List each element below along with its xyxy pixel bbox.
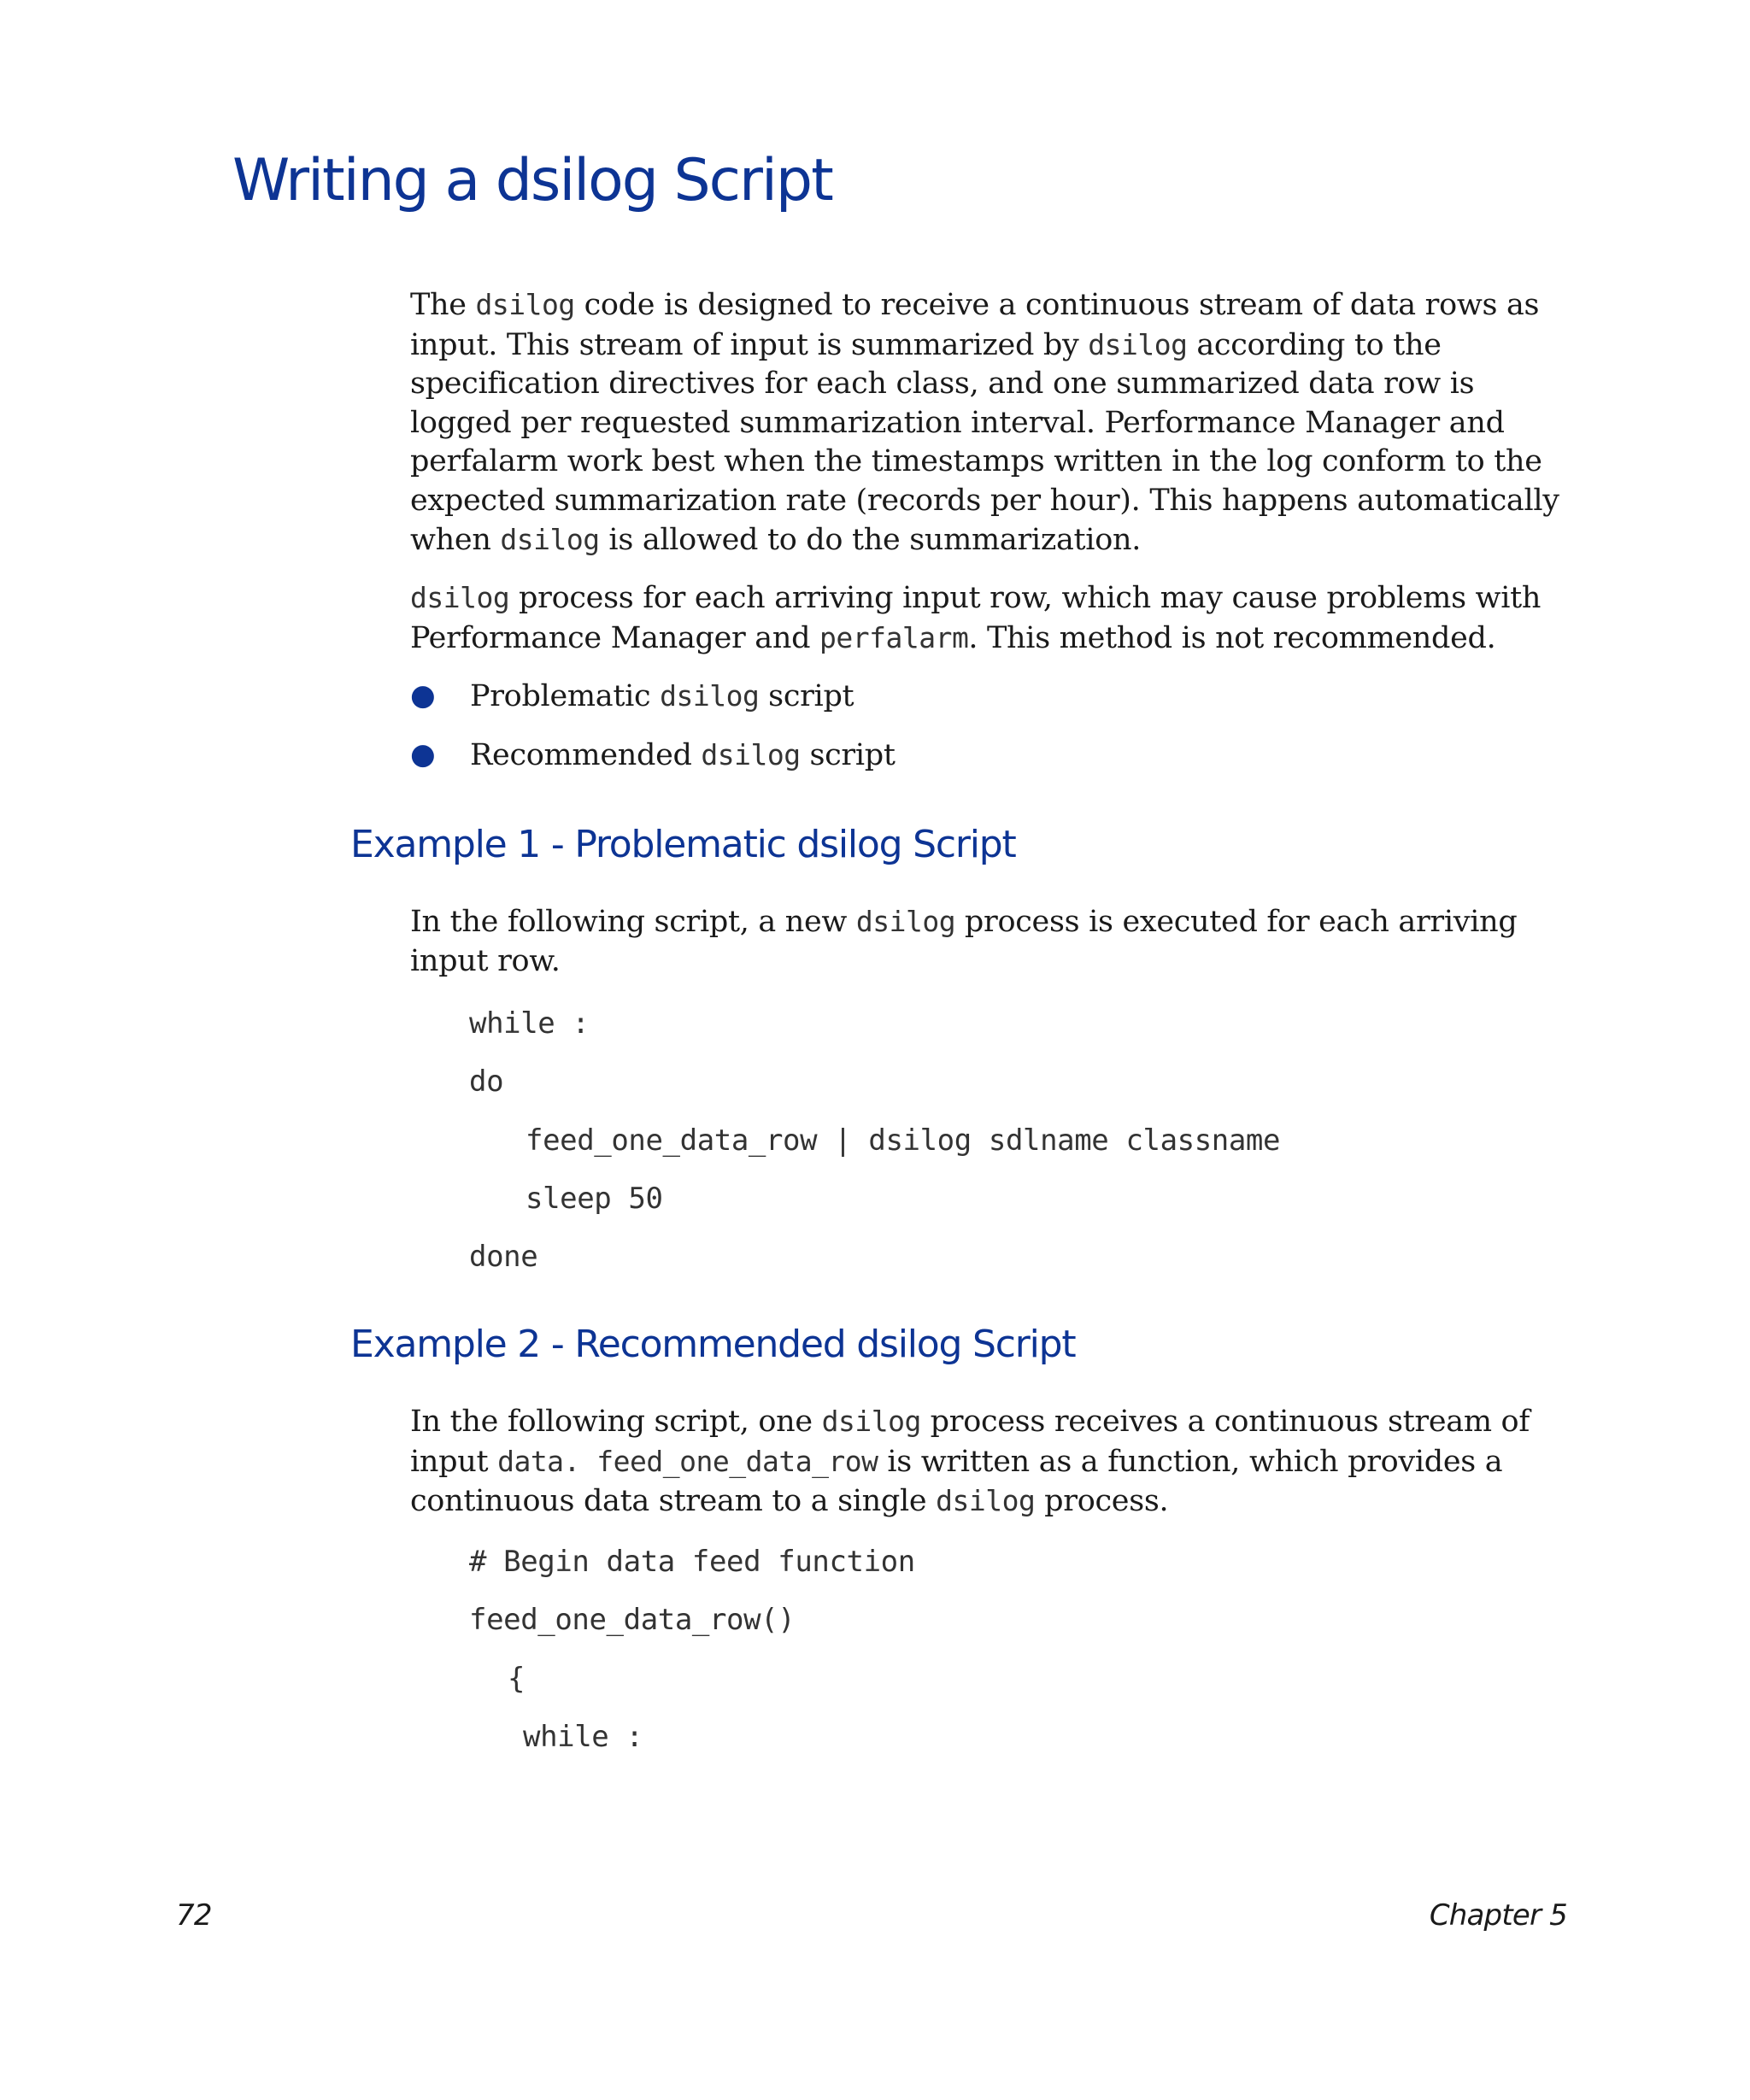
bullet-text: Problematic dsilog script — [470, 679, 854, 713]
page-title: Writing a dsilog Script — [232, 147, 832, 214]
inline-code: dsilog — [410, 581, 510, 614]
text-run: according to the specification directives for each class, and one summarized data row is logged per requested summarization interval. Performance Manager and perfalarm work best when the timestamps written in the log conform to the expected summarization rate (records per hour). This happens automatically when — [410, 327, 1559, 557]
intro-paragraph-2 — [410, 578, 1572, 658]
inline-code: dsilog — [821, 1405, 921, 1438]
code-line: # Begin data feed function — [469, 1545, 915, 1579]
text-run: is allowed to do the summarization. — [599, 523, 1142, 557]
inline-code: dsilog — [855, 905, 956, 938]
example-2-heading: Example 2 - Recommended dsilog Script — [350, 1323, 1076, 1366]
code-line: while : — [469, 1006, 590, 1041]
bullet-text: Recommended dsilog script — [470, 738, 896, 772]
inline-code: data. feed_one_data_row — [497, 1444, 878, 1478]
code-line: feed_one_data_row() — [469, 1603, 796, 1637]
inline-code: dsilog — [500, 523, 600, 556]
text-run: code is designed to receive a continuous stream of data rows as input. This stream of input is summarized by — [410, 288, 1540, 362]
code-line: { — [508, 1662, 526, 1696]
code-line: sleep 50 — [526, 1182, 663, 1216]
text-run: The — [410, 288, 476, 322]
text-run: process for each arriving input row, which may cause problems with Performance Manager and — [410, 581, 1542, 655]
example-1-heading: Example 1 - Problematic dsilog Script — [350, 823, 1016, 866]
text-run: . This method is not recommended. — [968, 620, 1496, 655]
text-run: process receives a continuous stream of input — [410, 1405, 1530, 1479]
text-run: process. — [1035, 1484, 1169, 1518]
inline-code: dsilog — [936, 1484, 1036, 1517]
example-1-description — [410, 902, 1572, 981]
intro-paragraph-1 — [410, 285, 1572, 560]
text-run: In the following script, a new — [410, 905, 856, 939]
example-2-description — [410, 1402, 1572, 1522]
bullet-icon: ● — [410, 678, 436, 713]
inline-code: perfalarm — [819, 620, 969, 654]
inline-code: dsilog — [475, 288, 575, 321]
code-line: while : — [523, 1720, 643, 1754]
bullet-icon: ● — [410, 737, 436, 771]
page-number: 72 — [176, 1898, 212, 1933]
text-run: In the following script, one — [410, 1405, 822, 1439]
code-line: feed_one_data_row | dsilog sdlname classname — [526, 1123, 1281, 1158]
code-line: do — [469, 1065, 504, 1099]
text-run: is written as a function, which provides a continuous data stream to a single — [410, 1444, 1503, 1518]
chapter-label: Chapter 5 — [1429, 1898, 1567, 1933]
code-line: done — [469, 1240, 538, 1274]
text-run: process is executed for each arriving input row. — [410, 905, 1518, 978]
inline-code: dsilog — [1088, 327, 1188, 361]
